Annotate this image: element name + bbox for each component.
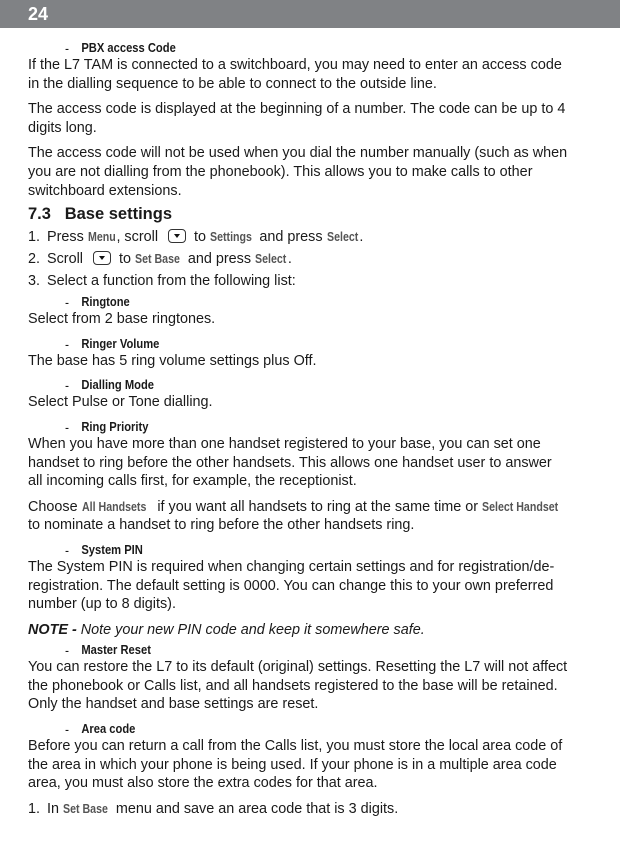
scroll-down-key-icon (168, 229, 186, 243)
paragraph: The System PIN is required when changing certain settings and for registration/de-registration. The default setting is 0000. You can change this to your own preferred number (up to 8 digits). (28, 558, 555, 613)
dialling-mode-heading: - Dialling Mode (65, 377, 155, 394)
scroll-down-key-icon (93, 251, 111, 265)
paragraph: Before you can return a call from the Calls list, you must store the local area code of the area in which your phone is being used. If your phone is in a multiple area code area, you must also store the extra codes for that area. (28, 738, 563, 792)
paragraph: The access code will not be used when you dial the number manually (such as when you are not dialling from the phonebook). This allows you to make calls to other switchboard extensions. (28, 145, 568, 199)
paragraph: When you have more than one handset registered to your base, you can set one handset to ring before the other handsets. This allows one handset user to answer all incoming calls first, for example, the receptionist. (28, 435, 552, 490)
paragraph: Choose All Handsets if you want all handsets to ring at the same time or Select Handset to nominate a handset to ring before the other handsets ring. (28, 498, 559, 534)
section-heading: 7.3 Base settings (28, 205, 172, 224)
paragraph: If the L7 TAM is connected to a switchboard, you may need to enter an access code in the dialling sequence to be able to connect to the outside line. (28, 57, 562, 92)
system-pin-heading: - System PIN (65, 541, 143, 558)
paragraph: Select from 2 base ringtones. (28, 311, 216, 328)
paragraph: The base has 5 ring volume settings plus Off. (28, 352, 317, 369)
master-reset-heading: - Master Reset (65, 642, 151, 659)
area-code-step-1: 1. In Set Base menu and save an area code that is 3 digits. (28, 800, 399, 817)
paragraph: The access code is displayed at the beginning of a number. The code can be up to 4 digits long. (28, 101, 566, 136)
step-3: 3. Select a function from the following list: (28, 273, 296, 290)
pbx-heading: - PBX access Code (65, 40, 176, 56)
area-code-heading: - Area code (65, 721, 136, 738)
paragraph: Select Pulse or Tone dialling. (28, 394, 213, 411)
ringtone-heading: - Ringtone (65, 294, 130, 311)
ring-priority-heading: - Ring Priority (65, 418, 149, 435)
step-1: 1. Press Menu, scroll to Settings and press Select . (28, 229, 364, 246)
paragraph: You can restore the L7 to its default (original) settings. Resetting the L7 will not affect the phonebook or Calls list, and all handsets registered to the base will be retained. Only the handset and base settings are reset. (28, 659, 568, 713)
ringer-volume-heading: - Ringer Volume (65, 335, 160, 352)
page-header-bar (0, 0, 620, 28)
note: NOTE - Note your new PIN code and keep it somewhere safe. (28, 621, 425, 638)
step-2: 2. Scroll to Set Base and press Select . (28, 251, 292, 268)
document-body (28, 40, 568, 819)
page-number: 24 (28, 4, 49, 24)
